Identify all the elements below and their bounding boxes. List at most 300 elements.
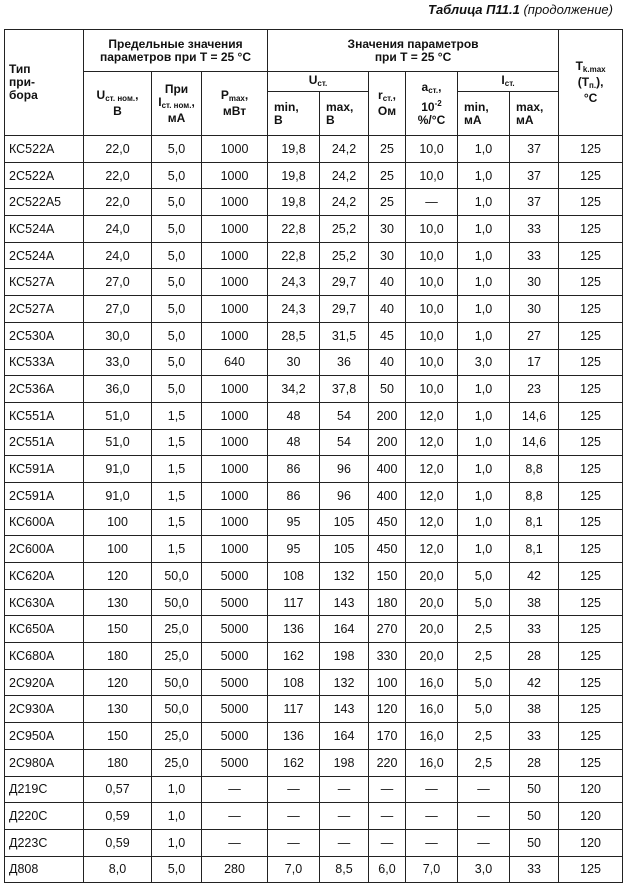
cell-tk: 120 [559, 829, 623, 856]
header-u-st: $U_{ст.}$ [268, 72, 369, 92]
cell-i-min: — [458, 803, 510, 830]
cell-p-max: 1000 [202, 189, 268, 216]
table-row [5, 509, 623, 536]
cell-p-max: 1000 [202, 402, 268, 429]
cell-r-st: 100 [369, 669, 406, 696]
cell-u-nom: 36,0 [84, 376, 152, 403]
cell-u-max: 24,2 [320, 136, 369, 163]
cell-u-max: 37,8 [320, 376, 369, 403]
cell-type: КС551А [5, 402, 84, 429]
cell-p-max: 5000 [202, 696, 268, 723]
cell-u-nom: 22,0 [84, 189, 152, 216]
cell-u-min: 19,8 [268, 189, 320, 216]
header-param-line1: Значения параметров [347, 36, 479, 51]
cell-u-max: 8,5 [320, 856, 369, 883]
header-i-nom: При $I_{ст. ном.}$, мА [152, 72, 202, 136]
cell-u-nom: 100 [84, 509, 152, 536]
table-row [5, 376, 623, 403]
cell-r-st: 40 [369, 349, 406, 376]
cell-i-max: 27 [510, 322, 559, 349]
cell-i-nom: 50,0 [152, 563, 202, 590]
cell-i-nom: 25,0 [152, 723, 202, 750]
cell-p-max: 5000 [202, 723, 268, 750]
cell-type: 2С522А [5, 162, 84, 189]
cell-i-min: 2,5 [458, 749, 510, 776]
cell-r-st: 40 [369, 269, 406, 296]
header-u-max: max, В [320, 92, 369, 136]
cell-u-max: 105 [320, 509, 369, 536]
table-body [5, 136, 623, 883]
cell-a-st: 10,0 [406, 296, 458, 323]
cell-type: 2С536А [5, 376, 84, 403]
cell-u-max: — [320, 803, 369, 830]
cell-u-max: 96 [320, 482, 369, 509]
cell-i-nom: 50,0 [152, 696, 202, 723]
cell-u-nom: 27,0 [84, 269, 152, 296]
cell-u-min: 7,0 [268, 856, 320, 883]
cell-i-max: 33 [510, 242, 559, 269]
table-row [5, 216, 623, 243]
cell-u-nom: 120 [84, 563, 152, 590]
cell-tk: 125 [559, 563, 623, 590]
header-i-min: min, мА [458, 92, 510, 136]
cell-i-min: 1,0 [458, 482, 510, 509]
cell-u-nom: 8,0 [84, 856, 152, 883]
cell-i-min: 2,5 [458, 643, 510, 670]
table-row [5, 669, 623, 696]
header-limit-group [84, 30, 268, 72]
cell-u-min: 24,3 [268, 269, 320, 296]
table-header [5, 30, 623, 136]
header-type-line2: при- [9, 75, 35, 89]
cell-a-st: 16,0 [406, 669, 458, 696]
cell-u-nom: 150 [84, 616, 152, 643]
caption-subtitle: (продолжение) [523, 2, 613, 17]
cell-u-nom: 24,0 [84, 216, 152, 243]
cell-u-nom: 130 [84, 589, 152, 616]
cell-i-nom: 5,0 [152, 269, 202, 296]
cell-i-nom: 5,0 [152, 296, 202, 323]
cell-i-nom: 1,5 [152, 536, 202, 563]
cell-u-nom: 180 [84, 749, 152, 776]
cell-i-nom: 25,0 [152, 749, 202, 776]
cell-a-st: 16,0 [406, 749, 458, 776]
cell-p-max: 5000 [202, 616, 268, 643]
cell-type: 2С527А [5, 296, 84, 323]
table-row [5, 242, 623, 269]
cell-p-max: — [202, 829, 268, 856]
cell-i-nom: 25,0 [152, 616, 202, 643]
cell-i-nom: 1,0 [152, 803, 202, 830]
cell-u-max: 36 [320, 349, 369, 376]
cell-i-min: 1,0 [458, 376, 510, 403]
cell-r-st: 40 [369, 296, 406, 323]
cell-tk: 125 [559, 456, 623, 483]
cell-a-st: 20,0 [406, 643, 458, 670]
cell-u-min: 19,8 [268, 162, 320, 189]
cell-r-st: 330 [369, 643, 406, 670]
cell-u-min: 24,3 [268, 296, 320, 323]
cell-i-max: 8,1 [510, 509, 559, 536]
table-caption [428, 2, 613, 17]
table-row [5, 189, 623, 216]
cell-u-max: 96 [320, 456, 369, 483]
cell-u-max: 54 [320, 402, 369, 429]
cell-p-max: 5000 [202, 589, 268, 616]
cell-tk: 125 [559, 162, 623, 189]
cell-tk: 125 [559, 589, 623, 616]
cell-i-max: 33 [510, 616, 559, 643]
cell-r-st: — [369, 776, 406, 803]
cell-a-st: 12,0 [406, 402, 458, 429]
cell-type: КС527А [5, 269, 84, 296]
cell-r-st: 400 [369, 456, 406, 483]
cell-i-max: 14,6 [510, 429, 559, 456]
cell-i-max: 33 [510, 216, 559, 243]
table-row [5, 162, 623, 189]
cell-type: 2С522А5 [5, 189, 84, 216]
cell-i-min: — [458, 776, 510, 803]
cell-tk: 125 [559, 429, 623, 456]
header-i-st: $I_{ст.}$ [458, 72, 559, 92]
cell-a-st: 12,0 [406, 456, 458, 483]
cell-a-st: 16,0 [406, 696, 458, 723]
header-limit-line1: Предельные значения [108, 36, 243, 51]
table-row [5, 803, 623, 830]
cell-i-max: 30 [510, 269, 559, 296]
cell-u-min: 136 [268, 616, 320, 643]
cell-u-nom: 22,0 [84, 162, 152, 189]
cell-u-min: 95 [268, 536, 320, 563]
cell-type: 2С950А [5, 723, 84, 750]
cell-type: КС533А [5, 349, 84, 376]
cell-u-min: 19,8 [268, 136, 320, 163]
cell-p-max: 640 [202, 349, 268, 376]
cell-u-min: 34,2 [268, 376, 320, 403]
cell-a-st: — [406, 829, 458, 856]
cell-i-nom: 5,0 [152, 136, 202, 163]
table-row [5, 856, 623, 883]
cell-p-max: 1000 [202, 482, 268, 509]
cell-u-min: 162 [268, 643, 320, 670]
cell-i-max: 50 [510, 776, 559, 803]
cell-p-max: 1000 [202, 296, 268, 323]
cell-a-st: 12,0 [406, 536, 458, 563]
header-type-line3: бора [9, 88, 38, 102]
cell-a-st: — [406, 803, 458, 830]
table-row [5, 349, 623, 376]
cell-tk: 125 [559, 269, 623, 296]
cell-a-st: 10,0 [406, 216, 458, 243]
cell-r-st: 30 [369, 242, 406, 269]
cell-r-st: 180 [369, 589, 406, 616]
cell-i-max: 37 [510, 189, 559, 216]
cell-i-nom: 50,0 [152, 589, 202, 616]
cell-i-nom: 5,0 [152, 349, 202, 376]
cell-i-min: 1,0 [458, 322, 510, 349]
cell-i-nom: 1,0 [152, 776, 202, 803]
cell-tk: 125 [559, 482, 623, 509]
header-param-group [268, 30, 559, 72]
cell-a-st: 10,0 [406, 322, 458, 349]
cell-i-nom: 1,5 [152, 456, 202, 483]
header-a-st: $a_{ст.}$, $10^{-2}$ %/°С [406, 72, 458, 136]
cell-type: КС600А [5, 509, 84, 536]
cell-tk: 125 [559, 856, 623, 883]
cell-p-max: 1000 [202, 429, 268, 456]
cell-p-max: 1000 [202, 376, 268, 403]
cell-type: КС650А [5, 616, 84, 643]
cell-u-max: 198 [320, 749, 369, 776]
cell-u-min: 95 [268, 509, 320, 536]
cell-tk: 125 [559, 376, 623, 403]
table-row [5, 643, 623, 670]
cell-a-st: 10,0 [406, 242, 458, 269]
cell-r-st: 450 [369, 509, 406, 536]
table-row [5, 269, 623, 296]
header-r-st: $r_{ст.}$, Ом [369, 72, 406, 136]
cell-a-st: — [406, 776, 458, 803]
cell-u-nom: 51,0 [84, 402, 152, 429]
header-u-min: min, В [268, 92, 320, 136]
cell-u-min: 30 [268, 349, 320, 376]
cell-u-max: 132 [320, 563, 369, 590]
table-row [5, 749, 623, 776]
cell-tk: 125 [559, 536, 623, 563]
cell-u-nom: 51,0 [84, 429, 152, 456]
cell-r-st: 450 [369, 536, 406, 563]
cell-p-max: 1000 [202, 456, 268, 483]
table-row [5, 429, 623, 456]
cell-u-min: 117 [268, 589, 320, 616]
cell-a-st: 20,0 [406, 589, 458, 616]
table-row [5, 322, 623, 349]
cell-r-st: 120 [369, 696, 406, 723]
cell-p-max: 1000 [202, 269, 268, 296]
cell-i-min: 5,0 [458, 589, 510, 616]
cell-i-max: 33 [510, 856, 559, 883]
cell-r-st: 50 [369, 376, 406, 403]
cell-p-max: 1000 [202, 536, 268, 563]
header-tk: $T_{k.max}$ $(T_{п.})$, °С [559, 30, 623, 136]
table-row [5, 482, 623, 509]
cell-u-nom: 130 [84, 696, 152, 723]
cell-u-max: 25,2 [320, 242, 369, 269]
cell-u-min: 28,5 [268, 322, 320, 349]
cell-i-max: 30 [510, 296, 559, 323]
cell-i-max: 17 [510, 349, 559, 376]
header-limit-line2: параметров при T = 25 °C [99, 49, 251, 64]
header-type-line1: Тип [9, 62, 31, 76]
cell-a-st: 12,0 [406, 429, 458, 456]
cell-i-min: 1,0 [458, 269, 510, 296]
cell-i-max: 42 [510, 669, 559, 696]
cell-i-nom: 50,0 [152, 669, 202, 696]
cell-i-max: 38 [510, 589, 559, 616]
header-type [5, 30, 84, 136]
cell-u-nom: 180 [84, 643, 152, 670]
cell-tk: 120 [559, 776, 623, 803]
cell-i-min: — [458, 829, 510, 856]
cell-a-st: 10,0 [406, 162, 458, 189]
diode-parameters-table [4, 29, 623, 883]
cell-u-nom: 0,59 [84, 803, 152, 830]
cell-i-max: 14,6 [510, 402, 559, 429]
cell-a-st: 12,0 [406, 482, 458, 509]
cell-i-nom: 5,0 [152, 376, 202, 403]
cell-tk: 125 [559, 669, 623, 696]
cell-i-nom: 1,5 [152, 402, 202, 429]
table-row [5, 589, 623, 616]
header-param-line2: при T = 25 °C [374, 49, 452, 64]
table-row [5, 296, 623, 323]
cell-u-max: 143 [320, 696, 369, 723]
cell-r-st: 270 [369, 616, 406, 643]
table-row [5, 563, 623, 590]
cell-i-min: 1,0 [458, 242, 510, 269]
cell-i-min: 1,0 [458, 509, 510, 536]
cell-u-max: — [320, 829, 369, 856]
cell-u-min: 108 [268, 563, 320, 590]
cell-i-nom: 1,5 [152, 509, 202, 536]
cell-u-min: 86 [268, 456, 320, 483]
cell-tk: 125 [559, 616, 623, 643]
cell-type: 2С920А [5, 669, 84, 696]
cell-u-min: 162 [268, 749, 320, 776]
cell-p-max: 5000 [202, 669, 268, 696]
cell-i-min: 1,0 [458, 296, 510, 323]
cell-type: 2С591А [5, 482, 84, 509]
cell-p-max: 1000 [202, 162, 268, 189]
cell-i-min: 5,0 [458, 696, 510, 723]
table-row [5, 402, 623, 429]
cell-u-min: — [268, 803, 320, 830]
table-row [5, 776, 623, 803]
table-row [5, 616, 623, 643]
cell-r-st: — [369, 829, 406, 856]
cell-i-nom: 1,0 [152, 829, 202, 856]
cell-u-max: 143 [320, 589, 369, 616]
cell-r-st: 30 [369, 216, 406, 243]
cell-i-min: 1,0 [458, 456, 510, 483]
cell-r-st: — [369, 803, 406, 830]
cell-u-nom: 27,0 [84, 296, 152, 323]
cell-i-max: 8,8 [510, 482, 559, 509]
cell-type: 2С524А [5, 242, 84, 269]
cell-u-max: 198 [320, 643, 369, 670]
cell-i-min: 5,0 [458, 669, 510, 696]
cell-tk: 125 [559, 136, 623, 163]
cell-u-min: 22,8 [268, 216, 320, 243]
cell-p-max: — [202, 803, 268, 830]
cell-i-max: 50 [510, 829, 559, 856]
table-row [5, 136, 623, 163]
cell-i-nom: 1,5 [152, 482, 202, 509]
cell-u-min: 22,8 [268, 242, 320, 269]
cell-i-max: 37 [510, 162, 559, 189]
cell-u-min: — [268, 776, 320, 803]
cell-i-max: 42 [510, 563, 559, 590]
table-row [5, 696, 623, 723]
cell-i-min: 2,5 [458, 723, 510, 750]
cell-u-nom: 30,0 [84, 322, 152, 349]
cell-type: КС680А [5, 643, 84, 670]
cell-i-min: 1,0 [458, 189, 510, 216]
cell-a-st: 16,0 [406, 723, 458, 750]
cell-u-max: 164 [320, 616, 369, 643]
cell-type: Д223С [5, 829, 84, 856]
cell-type: 2С551А [5, 429, 84, 456]
cell-u-max: 24,2 [320, 162, 369, 189]
cell-p-max: — [202, 776, 268, 803]
cell-i-max: 28 [510, 643, 559, 670]
cell-a-st: 20,0 [406, 616, 458, 643]
cell-r-st: 200 [369, 429, 406, 456]
cell-type: Д219С [5, 776, 84, 803]
cell-i-max: 8,8 [510, 456, 559, 483]
table-row [5, 723, 623, 750]
cell-i-max: 28 [510, 749, 559, 776]
cell-u-nom: 91,0 [84, 482, 152, 509]
cell-i-nom: 5,0 [152, 242, 202, 269]
cell-tk: 125 [559, 322, 623, 349]
table-row [5, 536, 623, 563]
cell-type: КС524А [5, 216, 84, 243]
cell-tk: 125 [559, 402, 623, 429]
cell-u-max: 132 [320, 669, 369, 696]
cell-a-st: 10,0 [406, 269, 458, 296]
cell-tk: 120 [559, 803, 623, 830]
cell-u-nom: 100 [84, 536, 152, 563]
cell-u-min: 108 [268, 669, 320, 696]
cell-a-st: — [406, 189, 458, 216]
cell-p-max: 5000 [202, 563, 268, 590]
cell-i-min: 1,0 [458, 402, 510, 429]
cell-p-max: 1000 [202, 136, 268, 163]
cell-i-nom: 5,0 [152, 189, 202, 216]
cell-i-min: 1,0 [458, 136, 510, 163]
cell-p-max: 5000 [202, 643, 268, 670]
cell-type: КС522А [5, 136, 84, 163]
cell-u-nom: 33,0 [84, 349, 152, 376]
cell-r-st: 150 [369, 563, 406, 590]
header-i-max: max, мА [510, 92, 559, 136]
cell-tk: 125 [559, 296, 623, 323]
cell-i-nom: 5,0 [152, 856, 202, 883]
cell-a-st: 10,0 [406, 349, 458, 376]
cell-u-max: — [320, 776, 369, 803]
cell-u-max: 29,7 [320, 296, 369, 323]
cell-u-max: 29,7 [320, 269, 369, 296]
cell-u-min: 48 [268, 402, 320, 429]
cell-i-nom: 5,0 [152, 216, 202, 243]
cell-p-max: 1000 [202, 216, 268, 243]
cell-a-st: 20,0 [406, 563, 458, 590]
cell-type: КС620А [5, 563, 84, 590]
cell-r-st: 200 [369, 402, 406, 429]
cell-tk: 125 [559, 349, 623, 376]
cell-u-min: 48 [268, 429, 320, 456]
cell-p-max: 1000 [202, 242, 268, 269]
cell-r-st: 25 [369, 189, 406, 216]
cell-i-min: 1,0 [458, 216, 510, 243]
cell-u-nom: 150 [84, 723, 152, 750]
cell-type: 2С930А [5, 696, 84, 723]
cell-i-max: 23 [510, 376, 559, 403]
cell-p-max: 1000 [202, 509, 268, 536]
cell-u-max: 24,2 [320, 189, 369, 216]
cell-i-nom: 5,0 [152, 162, 202, 189]
